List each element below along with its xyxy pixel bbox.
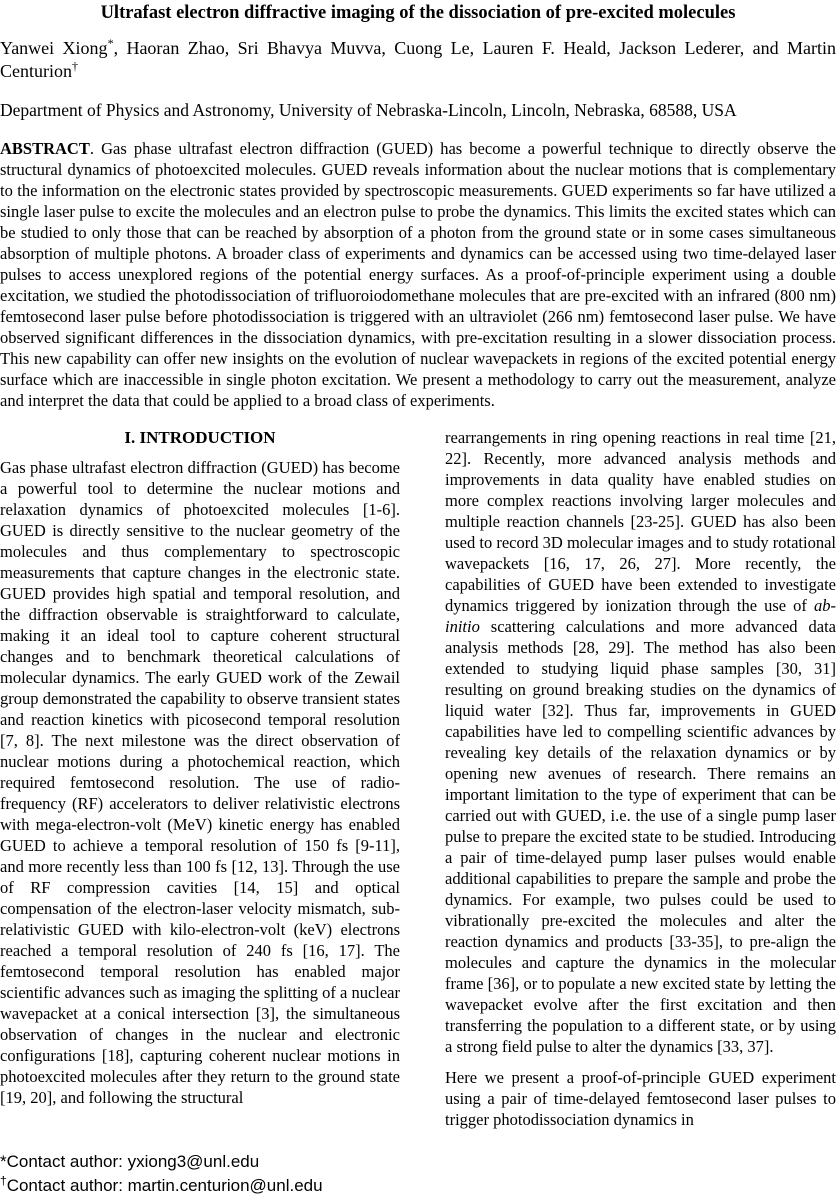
column-gap (400, 427, 445, 1169)
introduction-right-paragraph-1 (445, 427, 836, 1057)
abstract (0, 138, 836, 411)
right-paragraph-part1: rearrangements in ring opening reactions in real time [21, 22]. Recently, more advanced analysis methods and improvements in data quality have enabled studies on more complex reactions involving larger molecules and multiple reaction channels [23-25]. GUED has also been used to record 3D molecular images and to study rotational wavepackets [16, 17, 26, 27]. More recently, the capabilities of GUED have been extended to investigate dynamics triggered by ionization through the use of (445, 428, 836, 615)
paper-title: Ultrafast electron diffractive imaging of the dissociation of pre-excited molecules (100, 3, 736, 23)
left-column (0, 427, 400, 1169)
introduction-heading: I. INTRODUCTION (124, 428, 276, 447)
footnote-contact-author-2 (0, 1174, 323, 1198)
footnote-asterisk-marker: * (0, 1152, 7, 1171)
author-list (0, 37, 836, 83)
abstract-label: ABSTRACT (0, 139, 90, 158)
footnote-contact-author-1 (0, 1150, 323, 1174)
author-dagger-marker: † (72, 59, 78, 73)
affiliation: Department of Physics and Astronomy, University of Nebraska-Lincoln, Lincoln, Nebraska, 68588, USA (0, 100, 737, 120)
footnotes (0, 1150, 333, 1198)
two-column-body (0, 427, 836, 1169)
author-rest: , Haoran Zhao, Sri Bhavya Muvva, Cuong Le, Lauren F. Heald, Jackson Lederer, and Martin Centurion (0, 38, 836, 81)
footnote-text-1: Contact author: yxiong3@unl.edu (6, 1152, 260, 1171)
footnote-text-2: Contact author: martin.centurion@unl.edu (6, 1176, 323, 1195)
abstract-text: . Gas phase ultrafast electron diffraction (GUED) has become a powerful technique to directly observe the structural dynamics of photoexcited molecules. GUED reveals information about the nuclear motions that is complementary to the information on the electronic states provided by spectroscopic measurements. GUED experiments so far have utilized a single laser pulse to excite the molecules and an electron pulse to probe the dynamics. This limits the excited states which can be studied to only those that can be reached by absorption of a photon from the ground state or in some cases simultaneous absorption of multiple photons. A broader class of experiments and dynamics can be accessed using two time-delayed laser pulses to access unexplored regions of the potential energy surfaces. As a proof-of-principle experiment using a double excitation, we studied the photodissociation of trifluoroiodomethane molecules that are pre-excited with an infrared (800 nm) femtosecond laser pulse before photodissociation is triggered with an ultraviolet (266 nm) femtosecond laser pulse. We have observed significant differences in the dissociation dynamics, with pre-excitation resulting in a slower dissociation process. This new capability can offer new insights on the evolution of nuclear wavepackets in regions of the excited potential energy surface which are inaccessible in single photon excitation. We present a methodology to carry out the measurement, analyze and interpret the data that could be applied to a broad class of experiments. (0, 139, 836, 410)
ab-initio-italic-term: ab-initio (445, 596, 836, 636)
introduction-left-paragraph: Gas phase ultrafast electron diffraction (GUED) has become a powerful tool to determine the nuclear motions and relaxation dynamics of photoexcited molecules [1-6]. GUED is directly sensitive to the nuclear geometry of the molecules and thus complementary to spectroscopic measurements that capture changes in the electronic state. GUED provides high spatial and temporal resolution, and the diffraction observable is straightforward to calculate, making it an ideal tool to capture coherent structural changes and to benchmark theoretical calculations of molecular dynamics. The early GUED work of the Zewail group demonstrated the capability to observe transient states and reaction kinetics with picosecond temporal resolution [7, 8]. The next milestone was the direct observation of nuclear motions during a photochemical reaction, which required femtosecond resolution. The use of radio-frequency (RF) accelerators to deliver relativistic electrons with mega-electron-volt (MeV) kinetic energy has enabled GUED to achieve a temporal resolution of 150 fs [9-11], and more recently less than 100 fs [12, 13]. Through the use of RF compression cavities [14, 15] and optical compensation of the electron-laser velocity mismatch, sub-relativistic GUED with kilo-electron-volt (keV) electrons reached a temporal resolution of 240 fs [16, 17]. The femtosecond temporal resolution has enabled major scientific advances such as imaging the splitting of a nuclear wavepacket at a conical intersection [3], the simultaneous observation of changes in the nuclear and electronic configurations [18], capturing coherent nuclear motions in photoexcited molecules after they return to the ground state [19, 20], and following the structural (0, 458, 400, 1107)
footnote-dagger-marker: † (0, 1173, 7, 1188)
right-column (445, 427, 836, 1169)
author-first-name: Yanwei Xiong (0, 38, 108, 58)
introduction-right-paragraph-2: Here we present a proof-of-principle GUED experiment using a pair of time-delayed femtosecond laser pulses to trigger photodissociation dynamics in (445, 1068, 836, 1129)
author-asterisk-marker: * (107, 36, 114, 50)
right-paragraph-part2: scattering calculations and more advanced data analysis methods [28, 29]. The method has also been extended to studying liquid phase samples [30, 31] resulting on ground breaking studies on the dynamics of liquid water [32]. Thus far, improvements in GUED capabilities have led to compelling scientific advances by revealing key details of the relaxation dynamics or by opening new avenues of research. There remains an important limitation to the type of experiment that can be carried out with GUED, i.e. the use of a single pump laser pulse to prepare the excited state to be studied. Introducing a pair of time-delayed pump laser pulses would enable additional capabilities to prepare the sample and probe the dynamics. For example, two pulses could be used to vibrationally pre-excited the molecules and alter the reaction dynamics and products [33-35], to pre-align the molecules and capture the dynamics in the molecular frame [36], or to populate a new excited state by letting the wavepacket evolve after the first excitation and then transferring the population to a different state, or by using a strong field pulse to alter the dynamics [33, 37]. (445, 617, 836, 1056)
